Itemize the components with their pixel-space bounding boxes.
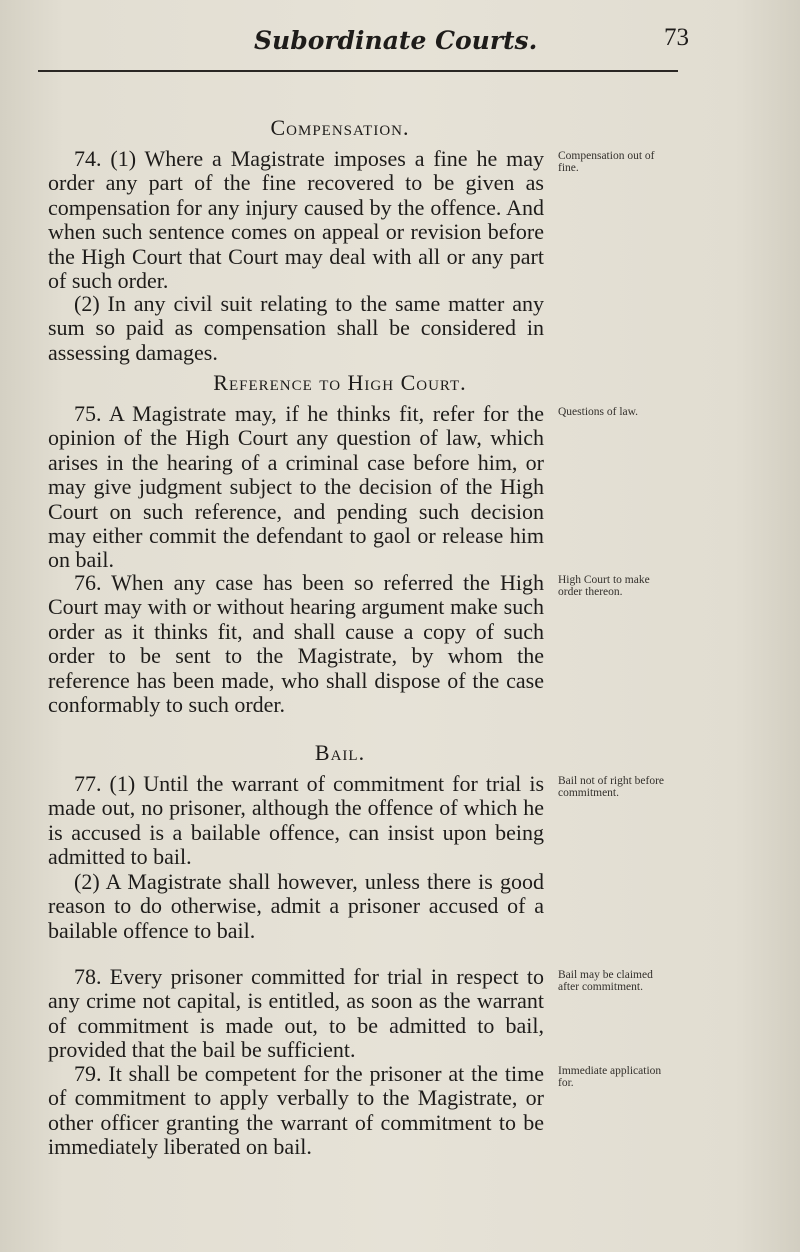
paragraph-75: 75. A Magistrate may, if he thinks fit, refer for the opinion of the High Court any question of law, which arises in the hearing of a criminal case before him, or may give judgment subject to the decision of the High Court on such reference, and pending such decision may either commit the defendant to gaol or release him on bail. [48,401,544,573]
margin-note-bail-after-commitment: Bail may be claimed after commitment. [558,969,653,993]
section-heading-bail: Bail. [314,740,366,765]
paragraph-79: 79. It shall be competent for the prisoner at the time of commitment to apply verbally to the Magistrate, or other officer granting the warrant of commitment to be immediately liberated on bail. [48,1061,544,1160]
section-heading-compensation: Compensation. [270,115,410,140]
header-rule [38,70,678,72]
running-head: Subordinate Courts. [254,26,538,55]
margin-note-compensation: Compensation out of fine. [558,150,655,174]
margin-note-bail-before-commitment: Bail not of right before commitment. [558,775,665,799]
margin-note-immediate-application: Immediate application for. [558,1065,662,1089]
paragraph-74-1: 74. (1) Where a Magistrate imposes a fine he may order any part of the fine recovered to be given as compensation for any injury caused by the offence. And when such sentence comes on appeal or revision before the High Court that Court may deal with all or any part of such order. [48,146,544,294]
paragraph-78: 78. Every prisoner committed for trial in respect to any crime not capital, is entitled, as soon as the warrant of commitment is made out, to be admitted to bail, provided that the bail be sufficient. [48,964,544,1063]
paragraph-76: 76. When any case has been so referred the High Court may with or without hearing argument make such order as it thinks fit, and shall cause a copy of such order to be sent to the Magistrate, by whom the reference has been made, who shall dispose of the case conformably to such order. [48,570,544,718]
margin-note-high-court-order: High Court to make order thereon. [558,574,650,598]
page-number: 73 [664,24,689,51]
paragraph-74-2: (2) In any civil suit relating to the same matter any sum so paid as compensation shall be considered in assessing damages. [48,291,544,365]
paragraph-77-1: 77. (1) Until the warrant of commitment for trial is made out, no prisoner, although the offence of which he is accused is a bailable offence, can insist upon being admitted to bail. [48,771,544,870]
margin-note-questions-of-law: Questions of law. [558,406,639,418]
paragraph-77-2: (2) A Magistrate shall however, unless there is good reason to do otherwise, admit a prisoner accused of a bailable offence to bail. [48,869,544,943]
section-heading-reference: Reference to High Court. [213,370,467,395]
